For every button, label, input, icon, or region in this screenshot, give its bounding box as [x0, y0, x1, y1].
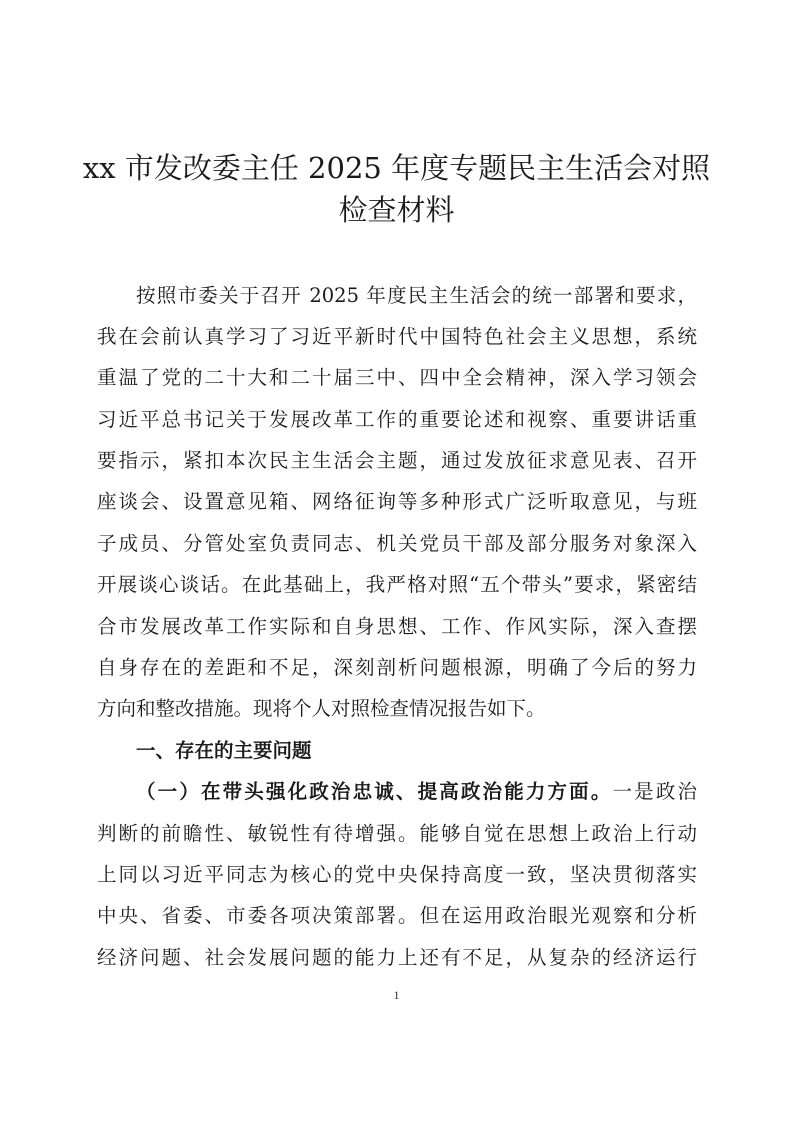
section-heading: 一、存在的主要问题	[136, 739, 312, 762]
intro-paragraph-line: 重温了党的二十大和二十届三中、四中全会精神，深入学习领会	[97, 366, 697, 389]
page-number: 1	[393, 988, 400, 1002]
subsection-bold-lead: （一）在带头强化政治忠诚、提高政治能力方面。	[136, 780, 613, 803]
subsection-first-line	[136, 777, 697, 807]
intro-paragraph-line: 子成员、分管处室负责同志、机关党员干部及部分服务对象深入	[97, 532, 697, 555]
subsection-line: 经济问题、社会发展问题的能力上还有不足，从复杂的经济运行	[97, 946, 697, 969]
intro-paragraph-line: 开展谈心谈话。在此基础上，我严格对照“五个带头”要求，紧密结	[97, 573, 697, 596]
intro-paragraph-line: 合市发展改革工作实际和自身思想、工作、作风实际，深入查摆	[97, 615, 697, 638]
intro-paragraph-line: 方向和整改措施。现将个人对照检查情况报告如下。	[97, 697, 546, 720]
document-title-line-1: xx 市发改委主任 2025 年度专题民主生活会对照	[82, 151, 711, 185]
intro-paragraph-line: 按照市委关于召开 2025 年度民主生活会的统一部署和要求，	[136, 284, 697, 307]
subsection-line: 中央、省委、市委各项决策部署。但在运用政治眼光观察和分析	[97, 904, 697, 927]
subsection-first-line-rest: 一是政治	[612, 780, 697, 803]
intro-paragraph-line: 要指示，紧扣本次民主生活会主题，通过发放征求意见表、召开	[97, 449, 697, 472]
subsection-line: 判断的前瞻性、敏锐性有待增强。能够自觉在思想上政治上行动	[97, 822, 697, 845]
intro-paragraph-line: 习近平总书记关于发展改革工作的重要论述和视察、重要讲话重	[97, 408, 697, 431]
subsection-line: 上同以习近平同志为核心的党中央保持高度一致，坚决贯彻落实	[97, 863, 697, 886]
intro-paragraph-line: 我在会前认真学习了习近平新时代中国特色社会主义思想，系统	[97, 325, 697, 348]
document-title-line-2: 检查材料	[338, 193, 455, 227]
intro-paragraph-line: 座谈会、设置意见箱、网络征询等多种形式广泛听取意见，与班	[97, 490, 697, 513]
intro-paragraph-line: 自身存在的差距和不足，深刻剖析问题根源，明确了今后的努力	[97, 656, 697, 679]
